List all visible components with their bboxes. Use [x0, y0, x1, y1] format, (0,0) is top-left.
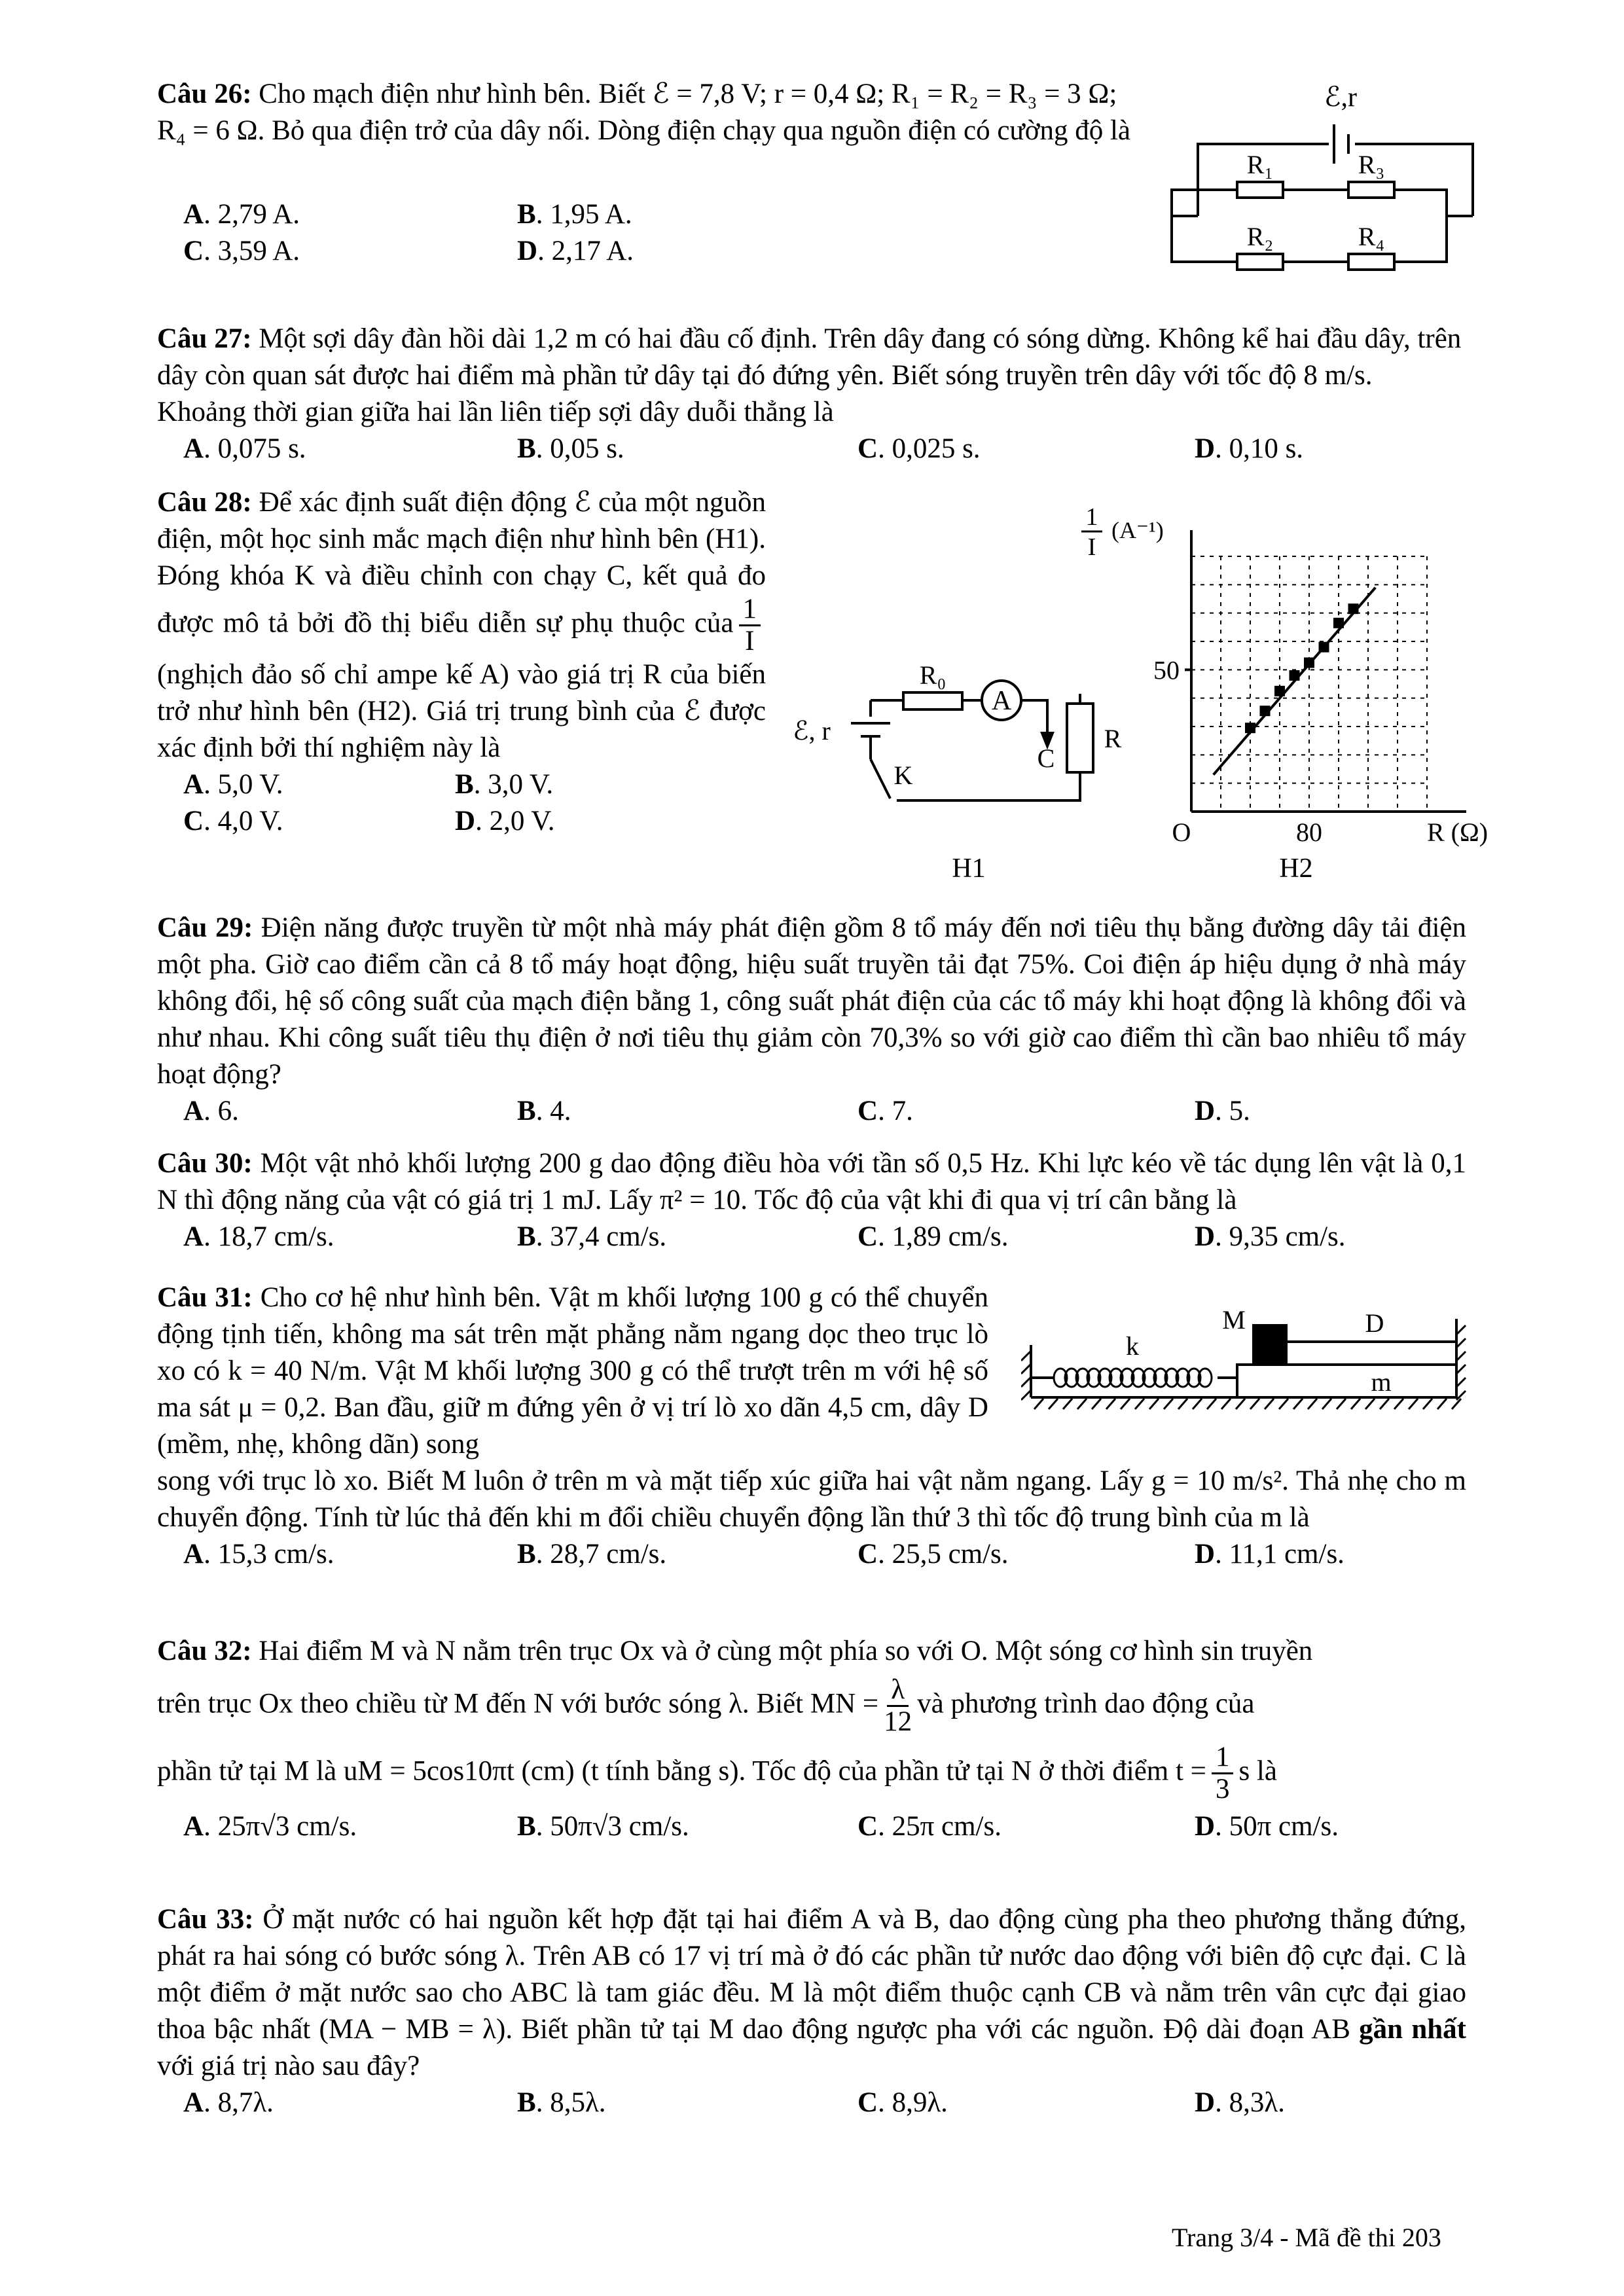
origin-label: O [1172, 817, 1191, 847]
chart-marks [1214, 588, 1376, 775]
option-c[interactable]: C. 1,89 cm/s. [857, 1221, 1009, 1252]
chart-h2 [1074, 484, 1532, 890]
ground-hatch [1049, 1399, 1058, 1409]
ground-hatch [1077, 1399, 1087, 1409]
ground-hatch [1265, 1399, 1274, 1409]
ground-hatch [1322, 1399, 1331, 1409]
y-label-num: 1 [1085, 503, 1098, 531]
spring-coils [1054, 1369, 1212, 1387]
data-point [1304, 658, 1314, 668]
circuit-figure-q26 [1165, 72, 1506, 295]
ground-hatch [1034, 1399, 1043, 1409]
option-c[interactable]: C. 25,5 cm/s. [857, 1539, 1009, 1570]
ground-hatch [1236, 1399, 1245, 1409]
option-b[interactable]: B. 8,5λ. [517, 2087, 606, 2118]
ground-hatch [1293, 1399, 1303, 1409]
option-a[interactable]: A. 2,79 A. [183, 199, 300, 230]
ground-hatch [1164, 1399, 1173, 1409]
options-row-ab [183, 196, 1100, 233]
option-a[interactable]: A. 15,3 cm/s. [183, 1539, 334, 1570]
switch-k-label: K [893, 761, 913, 790]
emphasis-closest: gần nhất [1359, 2014, 1466, 2045]
question-28-label: Câu 28: [157, 487, 252, 518]
question-32-line1: Câu 32: Hai điểm M và N nằm trên trục Ox và ở cùng một phía so với O. Một sóng cơ hình sin truyền [157, 1636, 1313, 1666]
y-label-den: I [1087, 533, 1096, 561]
question-29-options [183, 1093, 1466, 1130]
fit-line [1214, 588, 1376, 775]
ground-hatch [1409, 1399, 1418, 1409]
question-26 [157, 76, 1139, 149]
ground-hatch [1135, 1399, 1144, 1409]
data-point [1245, 723, 1255, 733]
question-27-label: Câu 27: [157, 323, 252, 354]
ground-hatch [1250, 1399, 1259, 1409]
option-a[interactable]: A. 25π√3 cm/s. [183, 1811, 357, 1842]
ground-hatch [1365, 1399, 1375, 1409]
data-point [1260, 706, 1271, 716]
ground-hatch [1193, 1399, 1202, 1409]
ammeter-label: A [991, 686, 1012, 716]
option-d[interactable]: D. 5. [1195, 1096, 1250, 1126]
ground-hatch [1337, 1399, 1346, 1409]
question-26-stem: Câu 26: Cho mạch điện như hình bên. Biết ℰ = 7,8 V; r = 0,4 Ω; R₁ = R₂ = R₃ = 3 Ω; R₄ = 6 Ω. Bỏ qua điện trở của dây nối. Dòng điện chạy qua nguồn điện có cường độ là [157, 79, 1131, 146]
wall-hatch [1021, 1352, 1030, 1361]
option-b[interactable]: B. 4. [517, 1096, 571, 1126]
option-b[interactable]: B. 28,7 cm/s. [517, 1539, 667, 1570]
question-31-options [183, 1536, 1466, 1573]
option-c[interactable]: C. 3,59 A. [183, 236, 300, 266]
question-32-options [183, 1808, 1466, 1845]
data-point [1348, 603, 1359, 614]
ground-hatch [1308, 1399, 1317, 1409]
data-point [1290, 670, 1300, 681]
option-c[interactable]: C. 4,0 V. [183, 806, 283, 836]
wall-hatch [1456, 1325, 1466, 1335]
question-29 [157, 910, 1466, 1130]
ground-hatch [1394, 1399, 1403, 1409]
mass-m-big-label: M [1222, 1305, 1246, 1335]
option-b[interactable]: B. 0,05 s. [517, 433, 624, 464]
option-c[interactable]: C. 0,025 s. [857, 433, 981, 464]
slider-c-label: C [1037, 744, 1055, 773]
wall-hatch [1021, 1365, 1030, 1374]
h2-caption: H2 [1279, 853, 1313, 884]
question-31-stem-b: song với trục lò xo. Biết M luôn ở trên m và mặt tiếp xúc giữa hai vật nằm ngang. Lấy g = 10 m/s². Thả nhẹ cho m chuyển động. Tính từ lúc thả đến khi m đổi chiều chuyển động lần thứ 3 thì tốc độ trung bình của m là [157, 1465, 1466, 1533]
wall-hatch [1456, 1338, 1466, 1348]
question-32-label: Câu 32: [157, 1636, 252, 1666]
option-d[interactable]: D. 8,3λ. [1195, 2087, 1285, 2118]
option-d[interactable]: D. 9,35 cm/s. [1195, 1221, 1346, 1252]
string-d-label: D [1365, 1308, 1384, 1338]
question-33-label: Câu 33: [157, 1904, 254, 1935]
option-c[interactable]: C. 8,9λ. [857, 2087, 948, 2118]
question-26-label: Câu 26: [157, 79, 252, 109]
option-b[interactable]: B. 3,0 V. [455, 769, 554, 800]
wall-hatch [1456, 1391, 1466, 1400]
question-31-label: Câu 31: [157, 1282, 253, 1313]
ground-hatch [1063, 1399, 1072, 1409]
option-d[interactable]: D. 11,1 cm/s. [1195, 1539, 1344, 1570]
question-31-rest [157, 1463, 1466, 1573]
question-27 [157, 321, 1466, 467]
question-28-stem: Câu 28: Để xác định suất điện động ℰ của một nguồn điện, một học sinh mắc mạch điện như hình bên (H1). Đóng khóa K và điều chỉnh con chạy C, kết quả đo được mô tả bởi đồ thị biểu diễn sự phụ thuộc của $\frac{1}{I}$ (nghịch đảo số chỉ ampe kế A) vào giá trị R của biến trở như hình bên (H2). Giá trị trung bình của ℰ được xác định bởi thí nghiệm này là [157, 487, 767, 763]
ground-hatch [1178, 1399, 1187, 1409]
r3-label: R₃ [1358, 150, 1385, 179]
r1-label: R₁ [1246, 150, 1274, 179]
question-33-options [183, 2085, 1466, 2121]
wall-hatch [1456, 1365, 1466, 1374]
ground-hatch [1092, 1399, 1101, 1409]
data-point [1333, 618, 1344, 628]
ground-hatch [1380, 1399, 1389, 1409]
wall-hatch [1456, 1352, 1466, 1361]
ground-hatch [1149, 1399, 1159, 1409]
options-row-cd [183, 233, 1100, 270]
question-28 [157, 484, 766, 840]
options-row-ab [183, 766, 766, 803]
h1-caption: H1 [952, 853, 986, 884]
question-29-label: Câu 29: [157, 912, 253, 943]
wall-hatch [1021, 1378, 1030, 1387]
question-33-stem: Câu 33: Ở mặt nước có hai nguồn kết hợp đặt tại hai điểm A và B, dao động cùng pha theo phương thẳng đứng, phát ra hai sóng có bước sóng λ. Trên AB có 17 vị trí mà ở đó các phần tử nước dao động với biên độ cực đại. C là một điểm ở mặt nước sao cho ABC là tam giác đều. M là một điểm thuộc cạnh CB và nằm trên vân cực đại giao thoa bậc nhất (MA − MB = λ). Biết phần tử tại M dao động ngược pha với các nguồn. Độ dài đoạn AB gần nhất với giá trị nào sau đây? [157, 1904, 1466, 2081]
fraction-one-over-i: $\frac{1}{I}$ [739, 594, 761, 656]
question-29-stem: Câu 29: Điện năng được truyền từ một nhà máy phát điện gồm 8 tổ máy đến nơi tiêu thụ bằng đường dây tải điện một pha. Giờ cao điểm cần cả 8 tổ máy hoạt động, hiệu suất truyền tải đạt 75%. Coi điện áp hiệu dụng ở nhà máy không đổi, hệ số công suất của mạch điện bằng 1, công suất phát điện của các tổ máy khi hoạt động là không đổi và như nhau. Khi công suất tiêu thụ điện ở nơi tiêu thụ giảm còn 70,3% so với giờ cao điểm thì cần bao nhiêu tổ máy hoạt động? [157, 912, 1466, 1090]
question-30 [157, 1145, 1466, 1255]
rheostat-r-label: R [1104, 724, 1122, 753]
wall-hatch [1021, 1391, 1030, 1400]
fraction-one-third: $\frac{1}{3}$ [1212, 1742, 1234, 1804]
r4-label: R₄ [1358, 222, 1385, 251]
question-32 [157, 1633, 1466, 1845]
ground-hatch [1351, 1399, 1360, 1409]
ground-hatch [1423, 1399, 1432, 1409]
option-a[interactable]: A. 8,7λ. [183, 2087, 274, 2118]
x-axis-label: R (Ω) [1427, 817, 1489, 847]
question-30-options [183, 1219, 1466, 1255]
ground-hatch [1121, 1399, 1130, 1409]
chart-grid [1191, 556, 1427, 812]
ground-hatch [1452, 1399, 1461, 1409]
question-30-label: Câu 30: [157, 1148, 253, 1179]
option-b[interactable]: B. 50π√3 cm/s. [517, 1811, 689, 1842]
ground-hatch [1207, 1399, 1216, 1409]
question-27-options [183, 431, 1466, 467]
data-point [1319, 642, 1329, 653]
y-tick-label: 50 [1153, 655, 1180, 685]
option-d[interactable]: D. 50π cm/s. [1195, 1811, 1339, 1842]
question-32-line2: trên trục Ox theo chiều từ M đến N với bước sóng λ. Biết MN = $\frac{\lambda}{12}$ và phương trình dao động của [157, 1674, 1255, 1737]
option-b[interactable]: B. 1,95 A. [517, 199, 632, 230]
option-a[interactable]: A. 5,0 V. [183, 769, 283, 800]
question-33 [157, 1901, 1466, 2121]
x-tick-label: 80 [1296, 817, 1322, 847]
option-d[interactable]: D. 0,10 s. [1195, 433, 1304, 464]
options-row-cd [183, 803, 766, 840]
r0-label: R₀ [919, 660, 947, 690]
option-d[interactable]: D. 2,0 V. [455, 806, 555, 836]
ground-hatch [1221, 1399, 1231, 1409]
question-31-stem-a: Câu 31: Cho cơ hệ như hình bên. Vật m khối lượng 100 g có thể chuyển động tịnh tiến, không ma sát trên mặt phẳng nằm ngang dọc theo trục lò xo có k = 40 N/m. Vật M khối lượng 300 g có thể trượt trên m với hệ số ma sát μ = 0,2. Ban đầu, giữ m đứng yên ở vị trí lò xo dãn 4,5 cm, dây D (mềm, nhẹ, không dãn) song [157, 1282, 988, 1460]
question-30-stem: Câu 30: Một vật nhỏ khối lượng 200 g dao động điều hòa với tần số 0,5 Hz. Khi lực kéo về tác dụng lên vật là 0,1 N thì động năng của vật có giá trị 1 mJ. Lấy π² = 10. Tốc độ của vật khi đi qua vị trí cân bằng là [157, 1148, 1466, 1215]
ground-hatch [1437, 1399, 1447, 1409]
source-label: ℰ,r [1324, 82, 1357, 113]
ground-hatch [1106, 1399, 1115, 1409]
option-c[interactable]: C. 7. [857, 1096, 913, 1126]
fraction-lambda-12: $\frac{\lambda}{12}$ [884, 1674, 912, 1737]
r2-label: R₂ [1246, 222, 1274, 251]
option-b[interactable]: B. 37,4 cm/s. [517, 1221, 667, 1252]
mass-m-small-label: m [1371, 1367, 1392, 1397]
question-31 [157, 1280, 988, 1463]
option-a[interactable]: A. 18,7 cm/s. [183, 1221, 334, 1252]
option-a[interactable]: A. 6. [183, 1096, 239, 1126]
option-d[interactable]: D. 2,17 A. [517, 236, 634, 266]
question-32-line3: phần tử tại M là uM = 5cos10πt (cm) (t tính bằng s). Tốc độ của phần tử tại N ở thời điểm t = $\frac{1}{3}$ s là [157, 1742, 1277, 1804]
spring-k-label: k [1126, 1331, 1139, 1361]
source-label: ℰ, r [793, 716, 831, 745]
option-a[interactable]: A. 0,075 s. [183, 433, 306, 464]
question-27-stem: Câu 27: Một sợi dây đàn hồi dài 1,2 m có hai đầu cố định. Trên dây đang có sóng dừng. Không kể hai đầu dây, trên dây còn quan sát được hai điểm mà phần tử dây tại đó đứng yên. Biết sóng truyền trên dây với tốc độ 8 m/s. Khoảng thời gian giữa hai lần liên tiếp sợi dây duỗi thẳng là [157, 323, 1462, 427]
data-point [1274, 686, 1285, 696]
question-26-options [183, 196, 1100, 270]
page-footer: Trang 3/4 - Mã đề thi 203 [1172, 2223, 1441, 2252]
spring-mass-figure [1021, 1299, 1466, 1417]
ground-hatch [1279, 1399, 1288, 1409]
option-c[interactable]: C. 25π cm/s. [857, 1811, 1001, 1842]
y-unit: (A⁻¹) [1111, 517, 1164, 543]
wall-hatch [1456, 1378, 1466, 1387]
